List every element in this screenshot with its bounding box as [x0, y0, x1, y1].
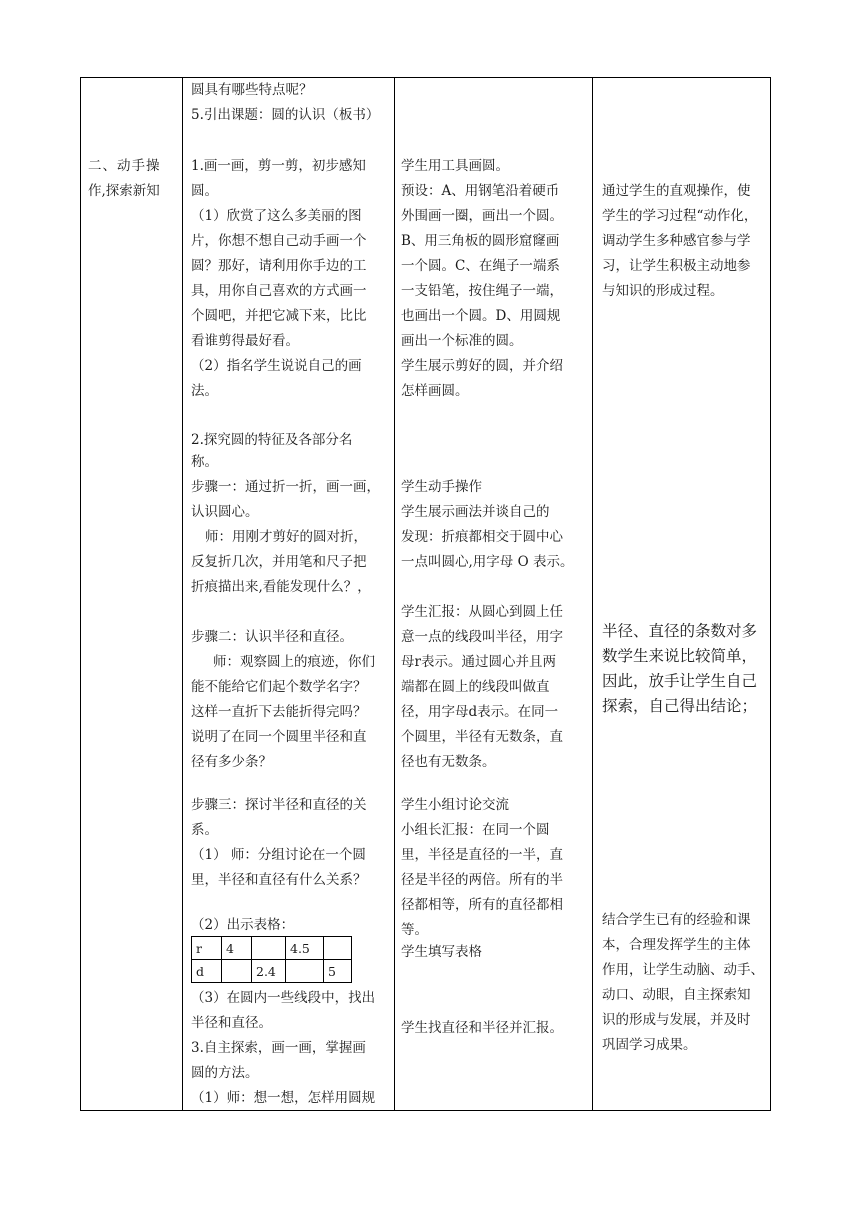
text-line: 因此，放手让学生自己 [602, 672, 758, 690]
text-line: 5.引出课题：圆的认识（板书） [191, 107, 380, 123]
table-cell [286, 960, 324, 983]
text-line: 圆。 [191, 183, 218, 199]
text-line: 里，半径是直径的一半，直 [401, 847, 563, 863]
text-line: 步骤三：探讨半径和直径的关 [191, 797, 367, 813]
text-line: 步骤二：认识半径和直径。 [191, 629, 353, 645]
text-line: 这样一直折下去能折得完吗？ [191, 704, 367, 720]
text-line: B、用三角板的圆形窟窿画 [401, 233, 560, 249]
text-line: 半径、直径的条数对多 [602, 622, 758, 640]
text-line: 习，让学生积极主动地参 [602, 258, 751, 274]
text-line: 径都相等，所有的直径都相 [401, 897, 563, 913]
section-label-line: 二、动手操 [88, 158, 161, 174]
text-line: （2）指名学生说说自己的画 [191, 358, 362, 374]
text-line: 圆的方法。 [191, 1065, 259, 1081]
text-line: 一支铅笔，按住绳子一端， [401, 283, 563, 299]
text-line: 具，用你自己喜欢的方式画一 [191, 283, 367, 299]
text-line: 学生汇报：从圆心到圆上任 [401, 604, 563, 620]
text-line: （1）欣赏了这么多美丽的图 [191, 208, 362, 224]
text-line: 学生用工具画圆。 [401, 158, 509, 174]
text-line: 径，用字母d表示。在同一 [401, 704, 559, 720]
text-line: 能不能给它们起个数学名字？ [191, 679, 367, 695]
text-line: 小组长汇报：在同一个圆 [401, 822, 550, 838]
teacher-activity-cell [183, 78, 395, 1111]
text-line: 学生展示画法并谈自己的 [401, 504, 550, 520]
text-line: 画出一个标准的圆。 [401, 333, 523, 349]
text-line: 结合学生已有的经验和课 [602, 912, 751, 928]
text-line: 也画出一个圆。D、用圆规 [401, 308, 561, 324]
lesson-plan-table [80, 77, 771, 1111]
section-cell [81, 78, 183, 1111]
text-line: 作用，让学生动脑、动手、 [602, 962, 764, 978]
text-line: 里，半径和直径有什么关系？ [191, 872, 367, 888]
text-line: 称。 [191, 454, 218, 470]
table-cell: d [192, 960, 222, 983]
text-line: 径是半径的两倍。所有的半 [401, 872, 563, 888]
text-line: 学生展示剪好的圆，并介绍 [401, 358, 563, 374]
radius-diameter-table [191, 936, 352, 983]
text-line: 圆？那好，请利用你手边的工 [191, 258, 367, 274]
text-line: 说明了在同一个圆里半径和直 [191, 729, 367, 745]
text-line: 发现：折痕都相交于圆中心 [401, 529, 563, 545]
table-cell: 4 [222, 937, 252, 960]
text-line: 等。 [401, 922, 428, 938]
text-line: 2.探究圆的特征及各部分名 [191, 432, 353, 448]
text-line: 学生填写表格 [401, 944, 482, 960]
text-line: 圆具有哪些特点呢？ [191, 82, 313, 98]
text-line: 与知识的形成过程。 [602, 283, 724, 299]
text-line: 半径和直径。 [191, 1015, 272, 1031]
table-cell [222, 960, 252, 983]
text-line: 母r表示。通过圆心并且两 [401, 654, 556, 670]
text-line: 法。 [191, 383, 218, 399]
table-cell: 4.5 [286, 937, 324, 960]
table-row [192, 960, 352, 983]
text-line: 学生找直径和半径并汇报。 [401, 1020, 563, 1036]
text-line: 径有多少条？ [191, 754, 272, 770]
text-line: 怎样画圆。 [401, 383, 469, 399]
text-line: 一个圆。C、在绳子一端系 [401, 258, 560, 274]
text-line: 个圆里，半径有无数条，直 [401, 729, 563, 745]
text-line: （1）师：想一想，怎样用圆规 [191, 1090, 376, 1106]
text-line: 个圆吧，并把它减下来，比比 [191, 308, 367, 324]
section-label-line: 作,探索新知 [88, 183, 160, 199]
text-line: 一点叫圆心,用字母 O 表示。 [401, 554, 574, 570]
text-line: 通过学生的直观操作，使 [602, 183, 751, 199]
text-line: 1.画一画，剪一剪，初步感知 [191, 158, 366, 174]
text-line: （3）在圆内一些线段中，找出 [191, 990, 376, 1006]
text-line: 师：观察圆上的痕迹，你们 [213, 654, 375, 670]
text-line: （1） 师：分组讨论在一个圆 [191, 847, 366, 863]
text-line: 反复折几次，并用笔和尺子把 [191, 554, 367, 570]
text-line: 折痕描出来,看能发现什么？， [191, 579, 371, 595]
text-line: 本，合理发挥学生的主体 [602, 937, 751, 953]
table-cell: 5 [324, 960, 352, 983]
text-line: 片，你想不想自己动手画一个 [191, 233, 367, 249]
table-cell [324, 937, 352, 960]
text-line: 系。 [191, 822, 218, 838]
text-line: 认识圆心。 [191, 504, 259, 520]
table-row [192, 937, 352, 960]
text-line: 师：用刚才剪好的圆对折， [205, 529, 367, 545]
text-line: 学生小组讨论交流 [401, 797, 509, 813]
text-line: 数学生来说比较简单， [602, 647, 758, 665]
table-cell [252, 937, 286, 960]
student-activity-cell [395, 78, 593, 1111]
text-line: 动口、动眼，自主探索知 [602, 987, 751, 1003]
text-line: 径也有无数条。 [401, 754, 496, 770]
text-line: 识的形成与发展，并及时 [602, 1012, 751, 1028]
text-line: 步骤一：通过折一折，画一画， [191, 479, 380, 495]
design-intent-cell [593, 78, 771, 1111]
text-line: 意一点的线段叫半径，用字 [401, 629, 563, 645]
text-line: 端都在圆上的线段叫做直 [401, 679, 550, 695]
table-cell: 2.4 [252, 960, 286, 983]
text-line: 调动学生多种感官参与学 [602, 233, 751, 249]
text-line: 学生的学习过程“动作化， [602, 208, 758, 224]
text-line: 学生动手操作 [401, 479, 482, 495]
text-line: （2）出示表格： [191, 917, 295, 933]
text-line: 预设：A、用钢笔沿着硬币 [401, 183, 560, 199]
text-line: 探索，自己得出结论； [602, 697, 758, 715]
text-line: 外围画一圈，画出一个圆。 [401, 208, 563, 224]
text-line: 看谁剪得最好看。 [191, 333, 299, 349]
text-line: 3.自主探索，画一画，掌握画 [191, 1040, 366, 1056]
text-line: 巩固学习成果。 [602, 1037, 697, 1053]
table-cell: r [192, 937, 222, 960]
